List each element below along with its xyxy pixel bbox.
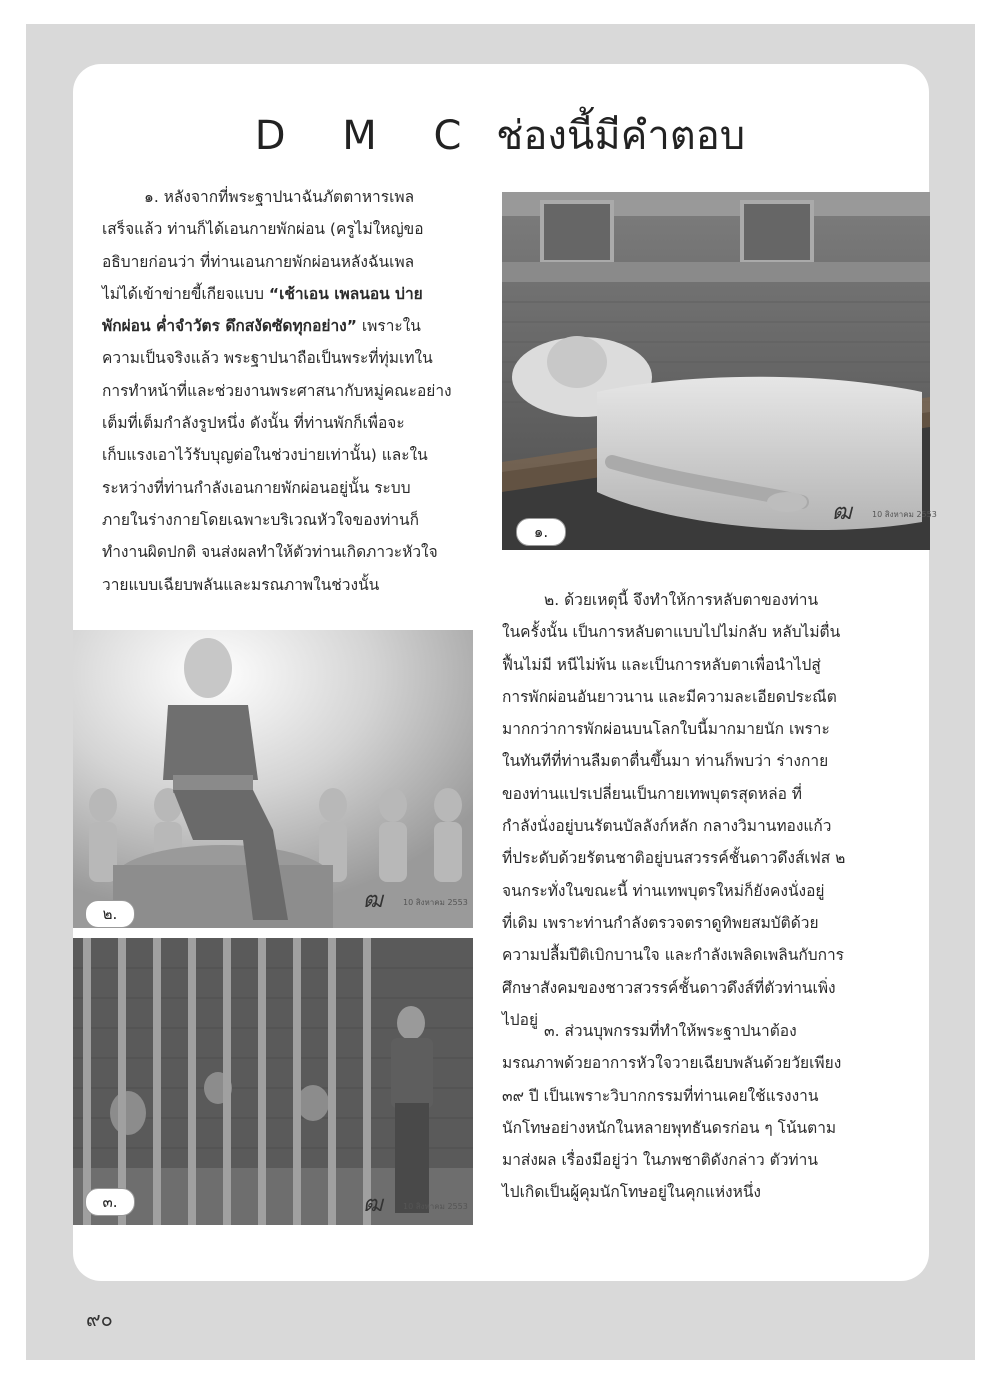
text-line: เต็มที่เต็มกำลังรูปหนึ่ง ดังนั้น ที่ท่านพักก็เพื่อจะ bbox=[102, 414, 405, 433]
figure-2-badge: ๒. bbox=[85, 900, 135, 928]
text-line: ทำงานผิดปกติ จนส่งผลทำให้ตัวท่านเกิดภาวะหัวใจ bbox=[102, 543, 438, 562]
text-line: ไปเกิดเป็นผู้คุมนักโทษอยู่ในคุกแห่งหนึ่ง bbox=[502, 1183, 761, 1202]
text-line: ๒. ด้วยเหตุนี้ จึงทำให้การหลับตาของท่าน bbox=[544, 591, 819, 609]
text-line-start: ไม่ได้เข้าข่ายขี้เกียจแบบ bbox=[102, 284, 264, 303]
figure-1-date: 10 สิงหาคม 2553 bbox=[872, 510, 937, 519]
figure-2-date: 10 สิงหาคม 2553 bbox=[403, 898, 468, 907]
text-line: มรณภาพด้วยอาการหัวใจวายเฉียบพลันด้วยวัยเพียง bbox=[502, 1054, 842, 1073]
text-line: ๑. หลังจากที่พระฐาปนาฉันภัตตาหารเพล bbox=[144, 188, 415, 206]
text-line: เสร็จแล้ว ท่านก็ได้เอนกายพักผ่อน (ครูไม่ใหญ่ขอ bbox=[102, 220, 424, 239]
text-line: ที่ประดับด้วยรัตนชาติอยู่บนสวรรค์ชั้นดาวดึงส์เฟส ๒ bbox=[502, 849, 846, 868]
bold-quote-cont: พักผ่อน ค่ำจำวัตร ดึกสงัดซัดทุกอย่าง bbox=[102, 317, 347, 336]
text-line: การทำหน้าที่และช่วยงานพระศาสนากับหมู่คณะอย่าง bbox=[102, 381, 452, 400]
text-line: มากกว่าการพักผ่อนบนโลกใบนี้มากมายนัก เพราะ bbox=[502, 720, 830, 739]
text-line: เก็บแรงเอาไว้รับบุญต่อในช่วงบ่ายเท่านั้น) และใน bbox=[102, 446, 428, 465]
figure-2-illustration bbox=[73, 630, 473, 928]
title-latin: D M C bbox=[254, 113, 484, 159]
signature-logo: ฒ bbox=[363, 888, 383, 913]
page-number: ๙๐ bbox=[86, 1307, 113, 1331]
signature-logo: ฒ bbox=[363, 1192, 383, 1217]
page-title bbox=[0, 108, 1000, 164]
figure-1-monk-resting bbox=[502, 192, 937, 550]
text-line: ที่เดิม เพราะท่านกำลังตรวจตราดูทิพยสมบัติด้วย bbox=[502, 913, 819, 932]
figure-3-prison-guard bbox=[73, 938, 473, 1225]
text-line: ความปลื้มปีติเบิกบานใจ และกำลังเพลิดเพลินกับการ bbox=[502, 946, 844, 965]
text-line: ไปอยู่ bbox=[502, 1010, 539, 1029]
figure-2-celestial-being bbox=[73, 630, 473, 928]
text-line: ๓. ส่วนบุพกรรมที่ทำให้พระฐาปนาต้อง bbox=[544, 1022, 797, 1040]
text-line: ของท่านแปรเปลี่ยนเป็นกายเทพบุตรสุดหล่อ ที่ bbox=[502, 784, 803, 803]
text-line: ระหว่างที่ท่านกำลังเอนกายพักผ่อนอยู่นั้น ระบบ bbox=[102, 478, 411, 497]
bold-quote: “เช้าเอน เพลนอน บ่าย bbox=[268, 284, 423, 303]
figure-3-badge: ๓. bbox=[85, 1188, 135, 1216]
title-thai: ช่องนี้มีคำตอบ bbox=[496, 113, 746, 159]
text-line: ฟื้นไม่มี หนีไม่พ้น และเป็นการหลับตาเพื่อนำไปสู่ bbox=[502, 655, 821, 674]
text-line: อธิบายก่อนว่า ที่ท่านเอนกายพักผ่อนหลังฉันเพล bbox=[102, 252, 415, 271]
text-line: ความเป็นจริงแล้ว พระฐาปนาถือเป็นพระที่ทุ่มเทใน bbox=[102, 349, 433, 368]
quote-close: ” bbox=[346, 317, 357, 336]
text-line: ในครั้งนั้น เป็นการหลับตาแบบไปไม่กลับ หลับไม่ตื่น bbox=[502, 623, 841, 642]
text-line: การพักผ่อนอันยาวนาน และมีความละเอียดประณีต bbox=[502, 687, 837, 706]
text-line: ศึกษาสังคมของชาวสวรรค์ชั้นดาวดึงส์ที่ตัวท่านเพิ่ง bbox=[502, 978, 836, 997]
figure-3-date: 10 สิงหาคม 2553 bbox=[403, 1202, 468, 1211]
figure-1-badge: ๑. bbox=[516, 518, 566, 546]
figure-3-illustration bbox=[73, 938, 473, 1225]
text-line: นักโทษอย่างหนักในหลายพุทธันดรก่อน ๆ โน้นตาม bbox=[502, 1118, 837, 1137]
text-line: จนกระทั่งในขณะนี้ ท่านเทพบุตรใหม่ก็ยังคงนั่งอยู่ bbox=[502, 881, 825, 900]
text-line: วายแบบเฉียบพลันและมรณภาพในช่วงนั้น bbox=[102, 575, 380, 594]
signature-logo: ฒ bbox=[832, 500, 852, 525]
text-line: ภายในร่างกายโดยเฉพาะบริเวณหัวใจของท่านก็ bbox=[102, 510, 420, 529]
right-column-text-1 bbox=[502, 584, 874, 1036]
text-line: กำลังนั่งอยู่บนรัตนบัลลังก์หลัก กลางวิมานทองแก้ว bbox=[502, 817, 832, 836]
text-line: มาส่งผล เรื่องมีอยู่ว่า ในภพชาติดังกล่าว ตัวท่าน bbox=[502, 1151, 818, 1170]
text-line: ในทันทีที่ท่านลืมตาตื่นขึ้นมา ท่านก็พบว่า ร่างกาย bbox=[502, 752, 829, 771]
text-after-quote: เพราะใน bbox=[361, 317, 421, 336]
left-column-text bbox=[102, 181, 474, 601]
text-line: ๓๙ ปี เป็นเพราะวิบากกรรมที่ท่านเคยใช้แรงงาน bbox=[502, 1086, 819, 1105]
text-line bbox=[102, 310, 474, 342]
right-column-text-2 bbox=[502, 1015, 874, 1209]
figure-1-illustration bbox=[502, 192, 930, 550]
text-line bbox=[102, 278, 474, 310]
